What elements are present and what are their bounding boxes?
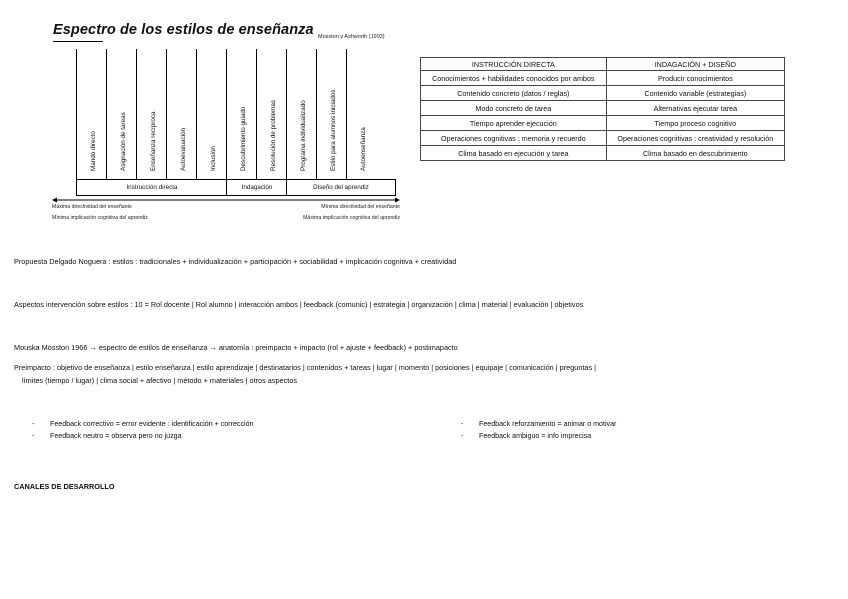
table-row — [421, 131, 785, 146]
section-heading: CANALES DE DESARROLLO — [14, 482, 115, 491]
spectrum-column — [256, 49, 287, 179]
table-cell: Producir conocimientos — [606, 71, 784, 86]
spectrum-column — [166, 49, 197, 179]
spectrum-column — [106, 49, 137, 179]
column-label: Resolución de problemas — [270, 99, 277, 171]
column-label: Programa individualizado — [300, 100, 307, 171]
band-instruccion-directa: Instrucción directa — [76, 179, 227, 196]
table-cell: Contenido variable (estrategias) — [606, 86, 784, 101]
spectrum-column — [76, 49, 107, 179]
spectrum-diagram — [76, 49, 394, 197]
bullet: - — [32, 432, 35, 440]
table-cell: Conocimientos + habilidades conocidos por ambos — [421, 71, 607, 86]
spectrum-column — [196, 49, 227, 179]
spectrum-column — [286, 49, 317, 179]
header-instruccion-directa: INSTRUCCIÓN DIRECTA — [421, 58, 607, 71]
table-cell: Operaciones cognitivas : memoria y recuerdo — [421, 131, 607, 146]
column-label: Autoenseñanza — [360, 127, 367, 171]
table-row — [421, 86, 785, 101]
list-item — [32, 420, 253, 428]
list-item-text: Feedback neutro = observa pero no juzga — [50, 432, 182, 440]
paragraph-preimpacto-cont: límites (tiempo / lugar) | clima social + afectivo | método + materiales | otros aspectos — [22, 376, 297, 385]
paragraph-preimpacto: Preimpacto : objetivo de enseñanza | estilo enseñanza | estilo aprendizaje | destinatarios | contenidos + tareas | lugar | momento | posiciones | equipaje | comunicación | preguntas | — [14, 363, 597, 372]
column-label: Autoevaluación — [180, 127, 187, 171]
table-cell: Contenido concreto (datos / reglas) — [421, 86, 607, 101]
column-label: Descubrimiento guiado — [240, 106, 247, 171]
list-item — [461, 420, 616, 428]
column-label: Inclusión — [210, 146, 217, 171]
paragraph-delgado-noguera: Propuesta Delgado Noguera : estilos : tradicionales + individualización + participación + sociabilidad + implicación cognitiva + creatividad — [14, 257, 457, 266]
title-underline — [53, 41, 103, 42]
list-item-text: Feedback ambiguo = info imprecisa — [479, 432, 592, 440]
document-title: Espectro de los estilos de enseñanza — [53, 22, 314, 38]
table-cell: Tiempo proceso cognitivo — [606, 116, 784, 131]
note-max-implicacion: Máxima implicación cognitiva del aprendiz — [303, 215, 400, 221]
spectrum-column — [346, 49, 377, 179]
table-row — [421, 116, 785, 131]
column-label: Estilo para alumnos iniciados — [330, 89, 337, 171]
table-row — [421, 101, 785, 116]
list-item — [461, 432, 591, 440]
table-cell: Clima basado en descubrimiento — [606, 146, 784, 161]
bullet: - — [461, 432, 464, 440]
paragraph-aspectos-intervencion: Aspectos intervención sobre estilos : 10 = Rol docente | Rol alumno | interacción ambos | feedback (comunic) | estrategia | organización | clima | material | evaluación | objetivos — [14, 300, 584, 309]
column-label: Enseñanza recíproca — [150, 111, 157, 171]
comparison-table — [420, 57, 785, 161]
table-row — [421, 71, 785, 86]
bullet: - — [32, 420, 35, 428]
table-header-row — [421, 58, 785, 71]
note-max-directividad: Máxima directividad del enseñante — [52, 204, 132, 210]
table-cell: Clima basado en ejecución y tarea — [421, 146, 607, 161]
paragraph-mosston: Mouska Mosston 1966 → espectro de estilos de enseñanza → anatomía : preimpacto + impacto (rol + ajuste + feedback) + postimapacto — [14, 343, 458, 352]
band-diseno-aprendiz: Diseño del aprendiz — [286, 179, 396, 196]
note-min-directividad: Mínima directividad del enseñante — [321, 204, 400, 210]
double-arrow — [52, 197, 400, 203]
header-indagacion-diseno: INDAGACIÓN + DISEÑO — [606, 58, 784, 71]
table-cell: Modo concreto de tarea — [421, 101, 607, 116]
source-credit: Mosston y Ashworth (1993) — [318, 34, 385, 40]
band-indagacion: Indagación — [226, 179, 287, 196]
column-label: Asignación de tareas — [120, 112, 127, 171]
table-cell: Tiempo aprender ejecución — [421, 116, 607, 131]
spectrum-column — [316, 49, 347, 179]
bullet: - — [461, 420, 464, 428]
column-label: Mando directo — [90, 131, 97, 171]
spectrum-column — [136, 49, 167, 179]
table-row — [421, 146, 785, 161]
table-cell: Operaciones cognitivas : creatividad y resolución — [606, 131, 784, 146]
spectrum-column — [226, 49, 257, 179]
table-cell: Alternativas ejecutar tarea — [606, 101, 784, 116]
list-item — [32, 432, 182, 440]
list-item-text: Feedback correctivo = error evidente : identificación + corrección — [50, 420, 254, 428]
note-min-implicacion: Mínima implicación cognitiva del aprendiz — [52, 215, 148, 221]
list-item-text: Feedback reforzamiento = animar o motivar — [479, 420, 617, 428]
